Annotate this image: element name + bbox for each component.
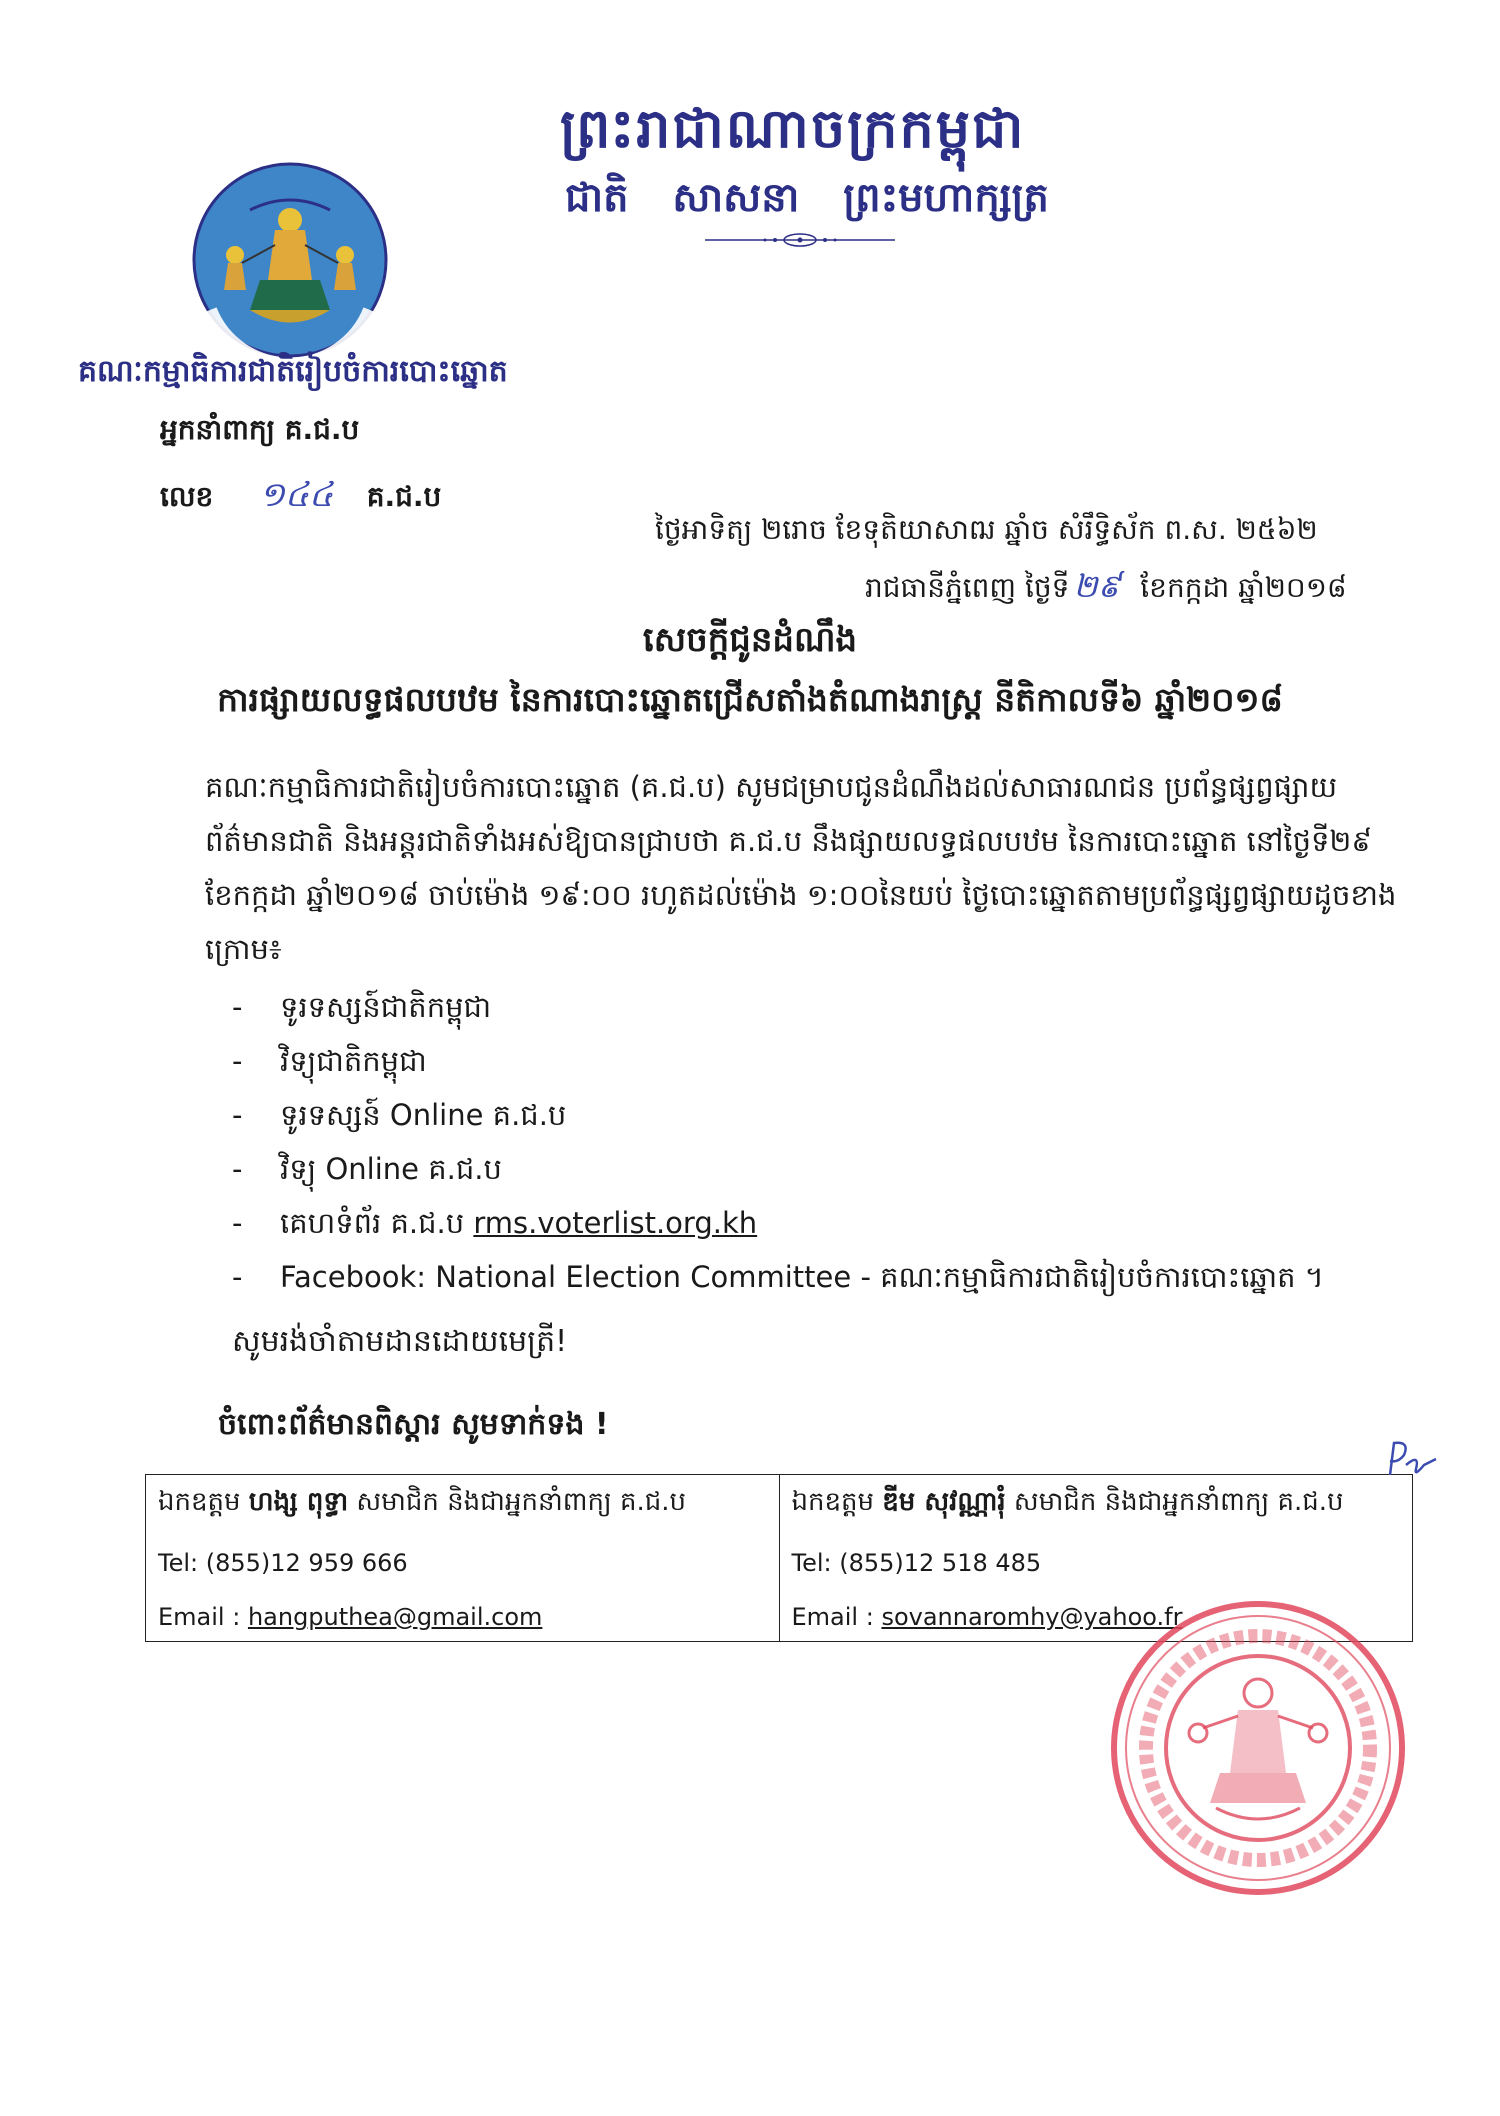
contact-tel: Tel: (855)12 959 666: [158, 1549, 408, 1577]
contact-tel: Tel: (855)12 518 485: [791, 1549, 1042, 1577]
contact-email-line: Email : hangputhea@gmail.com: [158, 1603, 543, 1631]
contact-name-line: ឯកឧត្តម ហង្ស ពុទ្ធា សមាជិក និងជាអ្នកនាំពាក្យ គ.ជ.ប: [158, 1487, 687, 1517]
solar-date-suffix: ខែកក្កដា ឆ្នាំ២០១៨: [1140, 571, 1347, 604]
document-subtitle: ការផ្សាយលទ្ធផលបឋម នៃការបោះឆ្នោតជ្រើសតាំងតំណាងរាស្ត្រ នីតិកាលទី៦ ឆ្នាំ២០១៨: [217, 680, 1283, 719]
organization-name: គណៈកម្មាធិការជាតិរៀបចំការបោះឆ្នោត: [78, 354, 508, 389]
solar-date: [865, 566, 1347, 613]
closing-line: សូមរង់ចាំតាមដានដោយមេត្រី!: [232, 1324, 568, 1359]
reference-number-label: លេខ: [160, 480, 214, 513]
reference-number: [160, 473, 441, 523]
website-link[interactable]: rms.voterlist.org.kh: [473, 1206, 758, 1240]
contact-cell-left: [146, 1475, 780, 1642]
contact-name: ឌីម សុវណ្ណារុំ: [882, 1487, 1006, 1517]
list-item: - វិទ្យុ Online គ.ជ.ប: [232, 1152, 502, 1186]
email-link[interactable]: hangputhea@gmail.com: [247, 1603, 543, 1631]
contact-heading: ចំពោះព័ត៌មានពិស្តារ សូមទាក់ទង !: [218, 1407, 609, 1442]
kingdom-heading: ព្រះរាជាណាចក្រកម្ពុជា: [560, 97, 1026, 160]
ornament-divider: [705, 232, 895, 248]
spokesperson-label: អ្នកនាំពាក្យ គ.ជ.ប: [160, 413, 360, 446]
solar-date-prefix: រាជធានីភ្នំពេញ ថ្ងៃទី: [865, 571, 1070, 604]
contact-name: ហង្ស ពុទ្ធា: [248, 1487, 349, 1517]
official-seal-stamp: [1108, 1598, 1408, 1898]
handwritten-initials: [1380, 1435, 1440, 1485]
national-motto: ជាតិ សាសនា ព្រះមហាក្សត្រ: [565, 175, 1049, 221]
email-link[interactable]: sovannaromhy@yahoo.fr: [881, 1603, 1183, 1631]
solar-date-day: ២៩: [1073, 567, 1121, 605]
list-item: - ទូរទស្សន៍ជាតិកម្ពុជា: [232, 990, 492, 1024]
list-item: - គេហទំព័រ គ.ជ.ប rms.voterlist.org.kh: [232, 1206, 758, 1240]
lunar-date: ថ្ងៃអាទិត្យ ២រោច ខែទុតិយាសាឍ ឆ្នាំច សំរឹទ្ធិស័ក ព.ស. ២៥៦២: [655, 513, 1318, 546]
broadcast-channel-list: [232, 980, 1324, 1304]
list-item: - ទូរទស្សន៍ Online គ.ជ.ប: [232, 1098, 567, 1132]
reference-number-suffix: គ.ជ.ប: [366, 480, 442, 513]
body-paragraph: គណៈកម្មាធិការជាតិរៀបចំការបោះឆ្នោត (គ.ជ.ប) សូមជម្រាបជូនដំណឹងដល់សាធារណជន ប្រព័ន្ធផ្សព្វផ្សាយព័ត៌មានជាតិ និងអន្តរជាតិទាំងអស់ឱ្យបានជ្រាបថា គ.ជ.ប នឹងផ្សាយលទ្ធផលបឋម នៃការបោះឆ្នោត នៅថ្ងៃទី២៩ ខែកក្កដា ឆ្នាំ២០១៨ ចាប់ម៉ោង ១៩:០០ រហូតដល់ម៉ោង ១:០០នៃយប់ ថ្ងៃបោះឆ្នោតតាមប្រព័ន្ធផ្សព្វផ្សាយដូចខាងក្រោម៖: [205, 770, 1397, 966]
nec-logo-emblem: [190, 160, 390, 360]
list-item: - វិទ្យុជាតិកម្ពុជា: [232, 1044, 427, 1078]
reference-number-value: ១៤៤: [259, 475, 333, 515]
contact-email-line: Email : sovannaromhy@yahoo.fr: [791, 1603, 1183, 1631]
list-item: - Facebook: National Election Committee - គណៈកម្មាធិការជាតិរៀបចំការបោះឆ្នោត ។: [232, 1260, 1324, 1294]
contact-name-line: ឯកឧត្តម ឌីម សុវណ្ណារុំ សមាជិក និងជាអ្នកនាំពាក្យ គ.ជ.ប: [791, 1487, 1344, 1517]
document-title: សេចក្តីជូនដំណឹង: [642, 620, 858, 660]
